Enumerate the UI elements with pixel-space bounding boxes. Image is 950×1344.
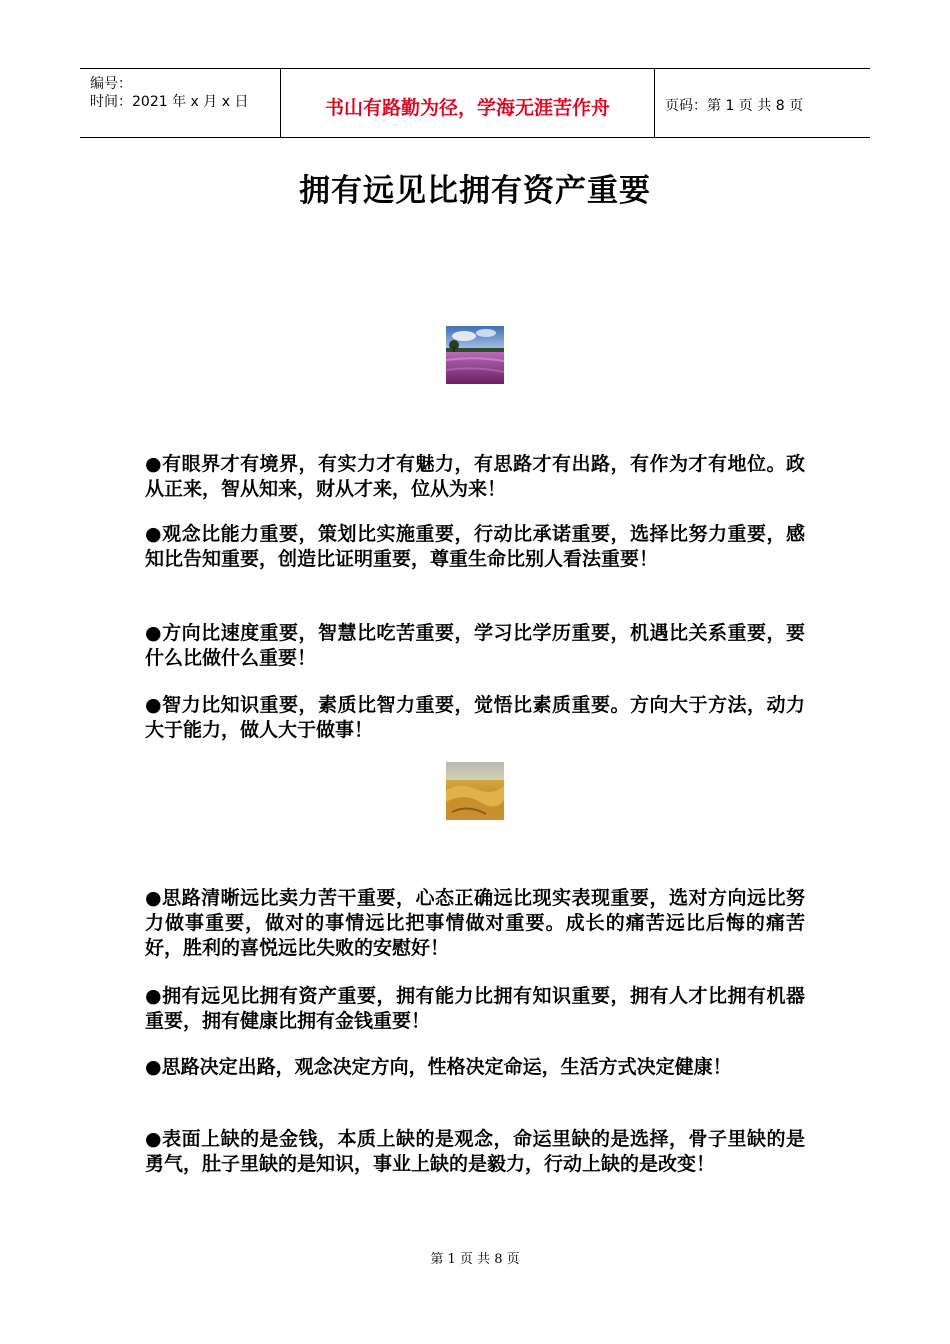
paragraph-5: ●思路清晰远比卖力苦干重要，心态正确远比现实表现重要，选对方向远比努力做事重要，做对的事情远比把事情做对重要。成长的痛苦远比后悔的痛苦好，胜利的喜悦远比失败的安慰好！ [145,887,805,959]
document-number-label: 编号： [90,76,132,92]
document-date-label: 时间：2021 年 x 月 x 日 [90,94,249,110]
document-title: 拥有远见比拥有资产重要 [299,173,651,209]
desert-dunes-photo [446,762,504,820]
flower-field-photo [446,326,504,384]
page-footer: 第 1 页 共 8 页 [430,1252,520,1267]
paragraph-8: ●表面上缺的是金钱，本质上缺的是观念，命运里缺的是选择，骨子里缺的是勇气，肚子里缺的是知识，事业上缺的是毅力，行动上缺的是改变！ [145,1128,805,1175]
paragraph-7: ●思路决定出路，观念决定方向，性格决定命运，生活方式决定健康！ [145,1056,732,1078]
paragraph-4: ●智力比知识重要，素质比智力重要，觉悟比素质重要。方向大于方法，动力大于能力，做人大于做事！ [145,694,805,741]
header-page-info: 页码：第 1 页 共 8 页 [665,98,804,114]
header-motto-cell [281,69,655,137]
header-table [80,68,870,138]
paragraph-3: ●方向比速度重要，智慧比吃苦重要，学习比学历重要，机遇比关系重要，要什么比做什么重要！ [145,622,805,669]
header-motto: 书山有路勤为径，学海无涯苦作舟 [324,97,610,119]
paragraph-2: ●观念比能力重要，策划比实施重要，行动比承诺重要，选择比努力重要，感知比告知重要，创造比证明重要，尊重生命比别人看法重要！ [145,523,805,570]
header-page-cell [655,69,870,137]
paragraph-6: ●拥有远见比拥有资产重要，拥有能力比拥有知识重要，拥有人才比拥有机器重要，拥有健康比拥有金钱重要！ [145,985,805,1032]
header-meta-cell [80,69,281,137]
paragraph-1: ●有眼界才有境界，有实力才有魅力，有思路才有出路，有作为才有地位。政从正来，智从知来，财从才来，位从为来！ [145,453,805,500]
